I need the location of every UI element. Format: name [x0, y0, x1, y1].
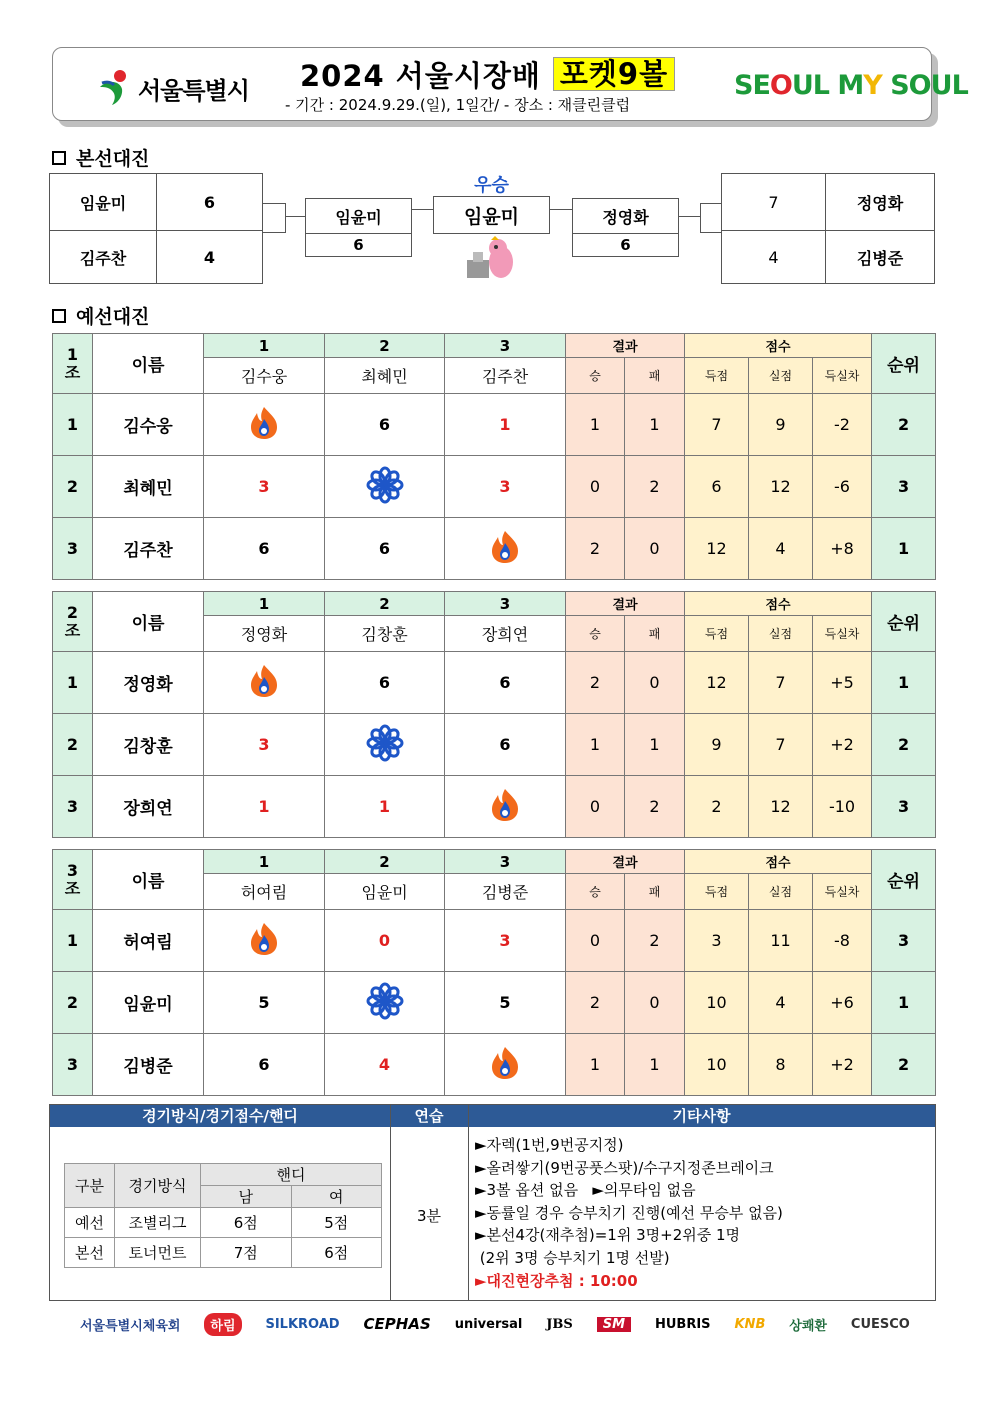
diff-cell: -10: [813, 776, 872, 838]
player-header: 허여림: [204, 874, 325, 910]
losses-cell: 1: [625, 1034, 685, 1096]
note-item: (2위 3명 승부치기 1명 선발): [475, 1248, 670, 1267]
note-item: ►본선4강(재추첨)=1위 3명+2위중 1명: [475, 1226, 741, 1245]
flame-emblem-icon: [247, 405, 281, 441]
col-num-header: 3: [445, 592, 566, 616]
note-item: ►3볼 옵션 없음 ►의무타임 없음: [475, 1181, 696, 1200]
flame-emblem-icon: [488, 529, 522, 565]
points-for-cell: 12: [685, 652, 749, 714]
diff-cell: +2: [813, 1034, 872, 1096]
points-for-cell: 9: [685, 714, 749, 776]
points-against-cell: 7: [749, 652, 813, 714]
match-score-cell: 3: [445, 910, 566, 972]
bracket-right-bottom-name: 김병준: [825, 230, 935, 284]
player-name: 김수웅: [93, 394, 204, 456]
col-num-header: 2: [325, 334, 445, 358]
bracket-semi-left-name: 임윤미: [305, 198, 412, 234]
match-score-cell: 1: [445, 394, 566, 456]
self-match-cell: [325, 714, 445, 776]
rank-cell: 2: [872, 714, 936, 776]
sponsor-logo: CEPHAS: [363, 1315, 431, 1333]
losses-cell: 0: [625, 652, 685, 714]
losses-cell: 1: [625, 394, 685, 456]
bracket-right-top-score: 7: [721, 173, 826, 231]
rank-cell: 1: [872, 652, 936, 714]
player-name: 정영화: [93, 652, 204, 714]
losses-cell: 0: [625, 518, 685, 580]
wins-cell: 2: [566, 518, 625, 580]
rank-cell: 1: [872, 518, 936, 580]
row-number: 2: [53, 714, 93, 776]
checkbox-square-icon: [52, 151, 66, 165]
points-against-cell: 9: [749, 394, 813, 456]
bracket-right-top-name: 정영화: [825, 173, 935, 231]
flame-emblem-icon: [488, 1045, 522, 1081]
points-for-header: 득점: [685, 616, 749, 652]
diff-cell: -6: [813, 456, 872, 518]
info-box: [49, 1104, 936, 1301]
player-header: 최혜민: [325, 358, 445, 394]
rank-cell: 2: [872, 394, 936, 456]
diff-cell: +2: [813, 714, 872, 776]
self-match-cell: [445, 518, 566, 580]
name-header: 이름: [93, 334, 204, 394]
row-number: 1: [53, 394, 93, 456]
points-against-cell: 4: [749, 518, 813, 580]
notes-list: [475, 1134, 935, 1292]
col-num-header: 1: [204, 592, 325, 616]
player-name: 허여림: [93, 910, 204, 972]
flame-emblem-icon: [488, 787, 522, 823]
match-score-cell: 1: [325, 776, 445, 838]
result-header: 결과: [566, 850, 685, 874]
points-against-cell: 11: [749, 910, 813, 972]
prelim-title: 예선대진: [52, 302, 149, 329]
row-number: 3: [53, 518, 93, 580]
winner-label: 우승: [474, 175, 509, 196]
title-main: 2024 서울시장배: [300, 58, 541, 93]
points-for-cell: 12: [685, 518, 749, 580]
wins-cell: 1: [566, 714, 625, 776]
table-row: [53, 652, 936, 714]
loss-header: 패: [625, 358, 685, 394]
sponsor-logo: universal: [454, 1316, 523, 1332]
loss-header: 패: [625, 874, 685, 910]
wins-cell: 2: [566, 652, 625, 714]
table-row: [53, 776, 936, 838]
row-number: 2: [53, 456, 93, 518]
name-header: 이름: [93, 850, 204, 910]
points-for-cell: 2: [685, 776, 749, 838]
seoul-city-logo: [98, 66, 268, 110]
notes-heading: 기타사항: [672, 1107, 731, 1125]
seoul-symbol-icon: [98, 69, 132, 107]
player-header: 김수웅: [204, 358, 325, 394]
event-info: - 기간 : 2024.9.29.(일), 1일간/ - 장소 : 재클린클럽: [285, 96, 631, 114]
match-score-cell: 4: [325, 1034, 445, 1096]
diff-header: 득실차: [813, 358, 872, 394]
player-name: 김병준: [93, 1034, 204, 1096]
losses-cell: 2: [625, 910, 685, 972]
rank-cell: 2: [872, 1034, 936, 1096]
table-row: [53, 972, 936, 1034]
bracket-semi-right-score: 6: [572, 233, 679, 257]
player-name: 김주찬: [93, 518, 204, 580]
bracket-left-bottom-name: 김주찬: [49, 230, 157, 284]
match-score-cell: 3: [204, 456, 325, 518]
self-match-cell: [445, 1034, 566, 1096]
diff-cell: +8: [813, 518, 872, 580]
result-header: 결과: [566, 334, 685, 358]
self-match-cell: [325, 972, 445, 1034]
flower-emblem-icon: [366, 982, 404, 1020]
bracket-left-top-name: 임윤미: [49, 173, 157, 231]
diff-cell: -2: [813, 394, 872, 456]
player-name: 김창훈: [93, 714, 204, 776]
self-match-cell: [204, 910, 325, 972]
points-for-header: 득점: [685, 358, 749, 394]
match-score-cell: 6: [325, 652, 445, 714]
player-name: 최혜민: [93, 456, 204, 518]
player-name: 임윤미: [93, 972, 204, 1034]
col-num-header: 2: [325, 592, 445, 616]
points-for-cell: 6: [685, 456, 749, 518]
self-match-cell: [204, 652, 325, 714]
row-number: 3: [53, 1034, 93, 1096]
info-header: [50, 1105, 935, 1127]
sponsor-bar: [80, 1310, 910, 1338]
col-num-header: 1: [204, 850, 325, 874]
org-name: 서울특별시: [138, 76, 249, 105]
flame-emblem-icon: [247, 663, 281, 699]
player-header: 김병준: [445, 874, 566, 910]
col-num-header: 2: [325, 850, 445, 874]
note-item: ►올려쌓기(9번공풋스팟)/수구지정존브레이크: [475, 1158, 774, 1177]
result-header: 결과: [566, 592, 685, 616]
match-score-cell: 6: [204, 1034, 325, 1096]
practice-heading: 연습: [414, 1107, 444, 1125]
bracket-winner-name: 임윤미: [433, 196, 550, 234]
flower-emblem-icon: [366, 466, 404, 504]
rank-cell: 1: [872, 972, 936, 1034]
wins-cell: 2: [566, 972, 625, 1034]
losses-cell: 1: [625, 714, 685, 776]
points-against-header: 실점: [749, 358, 813, 394]
row-number: 1: [53, 910, 93, 972]
self-match-cell: [204, 394, 325, 456]
table-row: [53, 714, 936, 776]
sponsor-logo: JBS: [546, 1316, 573, 1332]
points-for-header: 득점: [685, 874, 749, 910]
points-against-cell: 12: [749, 456, 813, 518]
match-score-cell: 6: [445, 652, 566, 714]
player-header: 장희연: [445, 616, 566, 652]
wins-cell: 1: [566, 1034, 625, 1096]
col-num-header: 3: [445, 850, 566, 874]
diff-cell: +5: [813, 652, 872, 714]
match-score-cell: 5: [204, 972, 325, 1034]
match-score-cell: 5: [445, 972, 566, 1034]
score-header: 점수: [685, 334, 872, 358]
main-bracket-title: 본선대진: [52, 144, 149, 171]
name-header: 이름: [93, 592, 204, 652]
group-table: [52, 333, 936, 580]
match-score-cell: 6: [204, 518, 325, 580]
sponsor-logo: SM: [597, 1317, 631, 1332]
table-row: [53, 456, 936, 518]
sponsor-logo: KNB: [734, 1316, 766, 1332]
sponsor-logo: 하림: [204, 1313, 241, 1336]
title-highlight: 포켓9볼: [553, 57, 675, 91]
self-match-cell: [445, 776, 566, 838]
losses-cell: 2: [625, 456, 685, 518]
page-title: [300, 56, 720, 92]
practice-value: 3분: [416, 1207, 442, 1225]
rank-cell: 3: [872, 910, 936, 972]
win-header: 승: [566, 874, 625, 910]
rules-row-prelim: 예선 조별리그 6점 5점: [65, 1208, 382, 1238]
score-header: 점수: [685, 592, 872, 616]
table-row: [53, 1034, 936, 1096]
bracket-left-bottom-score: 4: [156, 230, 263, 284]
points-against-header: 실점: [749, 616, 813, 652]
group-label: 3 조: [53, 850, 93, 910]
match-score-cell: 6: [325, 518, 445, 580]
points-against-cell: 7: [749, 714, 813, 776]
points-against-header: 실점: [749, 874, 813, 910]
flame-emblem-icon: [247, 921, 281, 957]
win-header: 승: [566, 616, 625, 652]
match-score-cell: 3: [204, 714, 325, 776]
group-table: [52, 591, 936, 838]
table-row: [53, 394, 936, 456]
row-number: 1: [53, 652, 93, 714]
checkbox-square-icon: [52, 309, 66, 323]
points-against-cell: 12: [749, 776, 813, 838]
row-number: 3: [53, 776, 93, 838]
col-num-header: 3: [445, 334, 566, 358]
player-header: 김주찬: [445, 358, 566, 394]
sponsor-logo: HUBRIS: [654, 1316, 711, 1332]
row-number: 2: [53, 972, 93, 1034]
sponsor-logo: CUESCO: [850, 1316, 910, 1332]
win-header: 승: [566, 358, 625, 394]
rank-header: 순위: [872, 334, 936, 394]
player-header: 김창훈: [325, 616, 445, 652]
group-label: 2 조: [53, 592, 93, 652]
rules-row-final: 본선 토너먼트 7점 6점: [65, 1238, 382, 1268]
points-for-cell: 7: [685, 394, 749, 456]
note-item: ►동률일 경우 승부치기 진행(예선 무승부 없음): [475, 1203, 783, 1222]
rank-header: 순위: [872, 850, 936, 910]
rank-cell: 3: [872, 456, 936, 518]
group-label: 1 조: [53, 334, 93, 394]
rank-header: 순위: [872, 592, 936, 652]
points-against-cell: 4: [749, 972, 813, 1034]
note-item: ►자렉(1번,9번공지정): [475, 1136, 624, 1154]
sponsor-logo: SILKROAD: [265, 1316, 340, 1332]
seoul-my-soul-logo: SEOUL MY SOUL: [734, 70, 968, 101]
losses-cell: 2: [625, 776, 685, 838]
table-row: [53, 518, 936, 580]
sponsor-logo: 상쾌환: [789, 1318, 827, 1334]
bracket-semi-right-name: 정영화: [572, 198, 679, 234]
wins-cell: 0: [566, 456, 625, 518]
rules-heading: 경기방식/경기점수/핸디: [142, 1107, 298, 1125]
wins-cell: 1: [566, 394, 625, 456]
points-for-cell: 3: [685, 910, 749, 972]
self-match-cell: [325, 456, 445, 518]
rank-cell: 3: [872, 776, 936, 838]
group-table: [52, 849, 936, 1096]
loss-header: 패: [625, 616, 685, 652]
player-header: 임윤미: [325, 874, 445, 910]
player-name: 장희연: [93, 776, 204, 838]
bracket-semi-left-score: 6: [305, 233, 412, 257]
match-score-cell: 3: [445, 456, 566, 518]
wins-cell: 0: [566, 776, 625, 838]
points-for-cell: 10: [685, 972, 749, 1034]
diff-header: 득실차: [813, 616, 872, 652]
sponsor-logo: 서울특별시체육회: [80, 1318, 181, 1334]
diff-header: 득실차: [813, 874, 872, 910]
wins-cell: 0: [566, 910, 625, 972]
player-header: 정영화: [204, 616, 325, 652]
points-for-cell: 10: [685, 1034, 749, 1096]
col-num-header: 1: [204, 334, 325, 358]
diff-cell: +6: [813, 972, 872, 1034]
rules-table: 구분 경기방식 핸디 남 여 예선 조별리그 6점 5점 본선 토너먼트 7점 6점: [64, 1163, 382, 1268]
match-score-cell: 0: [325, 910, 445, 972]
diff-cell: -8: [813, 910, 872, 972]
mascot-haechi-icon: [465, 236, 517, 282]
match-score-cell: 1: [204, 776, 325, 838]
points-against-cell: 8: [749, 1034, 813, 1096]
match-score-cell: 6: [325, 394, 445, 456]
match-score-cell: 6: [445, 714, 566, 776]
table-row: [53, 910, 936, 972]
losses-cell: 0: [625, 972, 685, 1034]
flower-emblem-icon: [366, 724, 404, 762]
bracket-right-bottom-score: 4: [721, 230, 826, 284]
note-draw-time: ►대진현장추첨 : 10:00: [475, 1271, 638, 1290]
score-header: 점수: [685, 850, 872, 874]
bracket-left-top-score: 6: [156, 173, 263, 231]
